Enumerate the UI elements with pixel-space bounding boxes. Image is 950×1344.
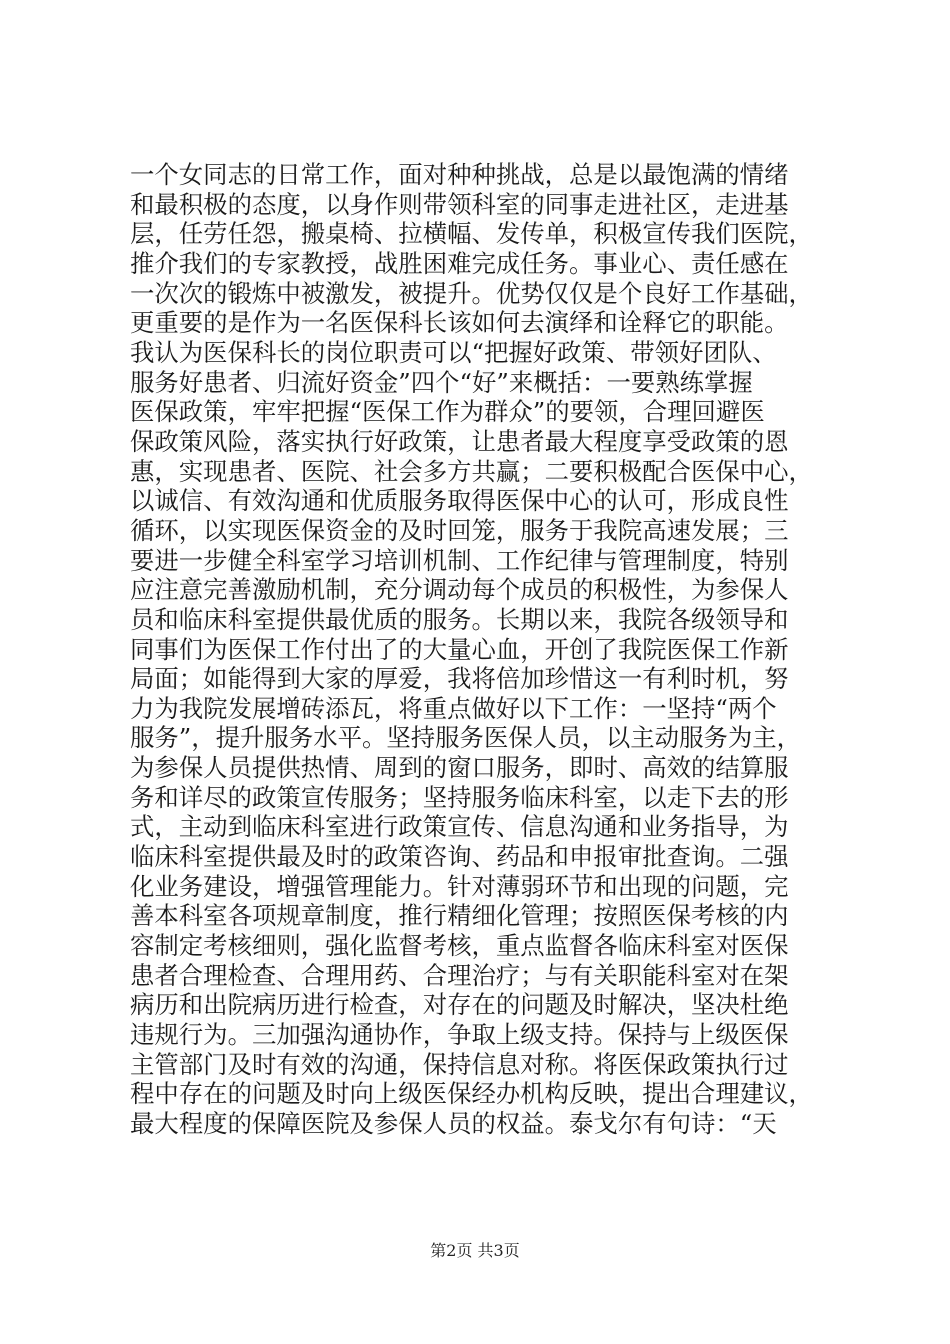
- body-paragraph: 一个女同志的日常工作，面对种种挑战，总是以最饱满的情绪 和最积极的态度，以身作则带领科室的同事走进社区，走进基 层，任劳任怨，搬桌椅、拉横幅、发传单，积极宣传我们医院， 推介我们的专家教授，战胜困难完成任务。事业心、责任感在 一次次的锻炼中被激发，被提升。优势仅仅是个良好工作基础， 更重要的是作为一名医保科长该如何去演绎和诠释它的职能。 我认为医保科长的岗位职责可以“把握好政策、带领好团队、 服务好患者、归流好资金”四个“好”来概括：一要熟练掌握 医保政策，牢牢把握“医保工作为群众”的要领，合理回避医 保政策风险，落实执行好政策，让患者最大程度享受政策的恩 惠，实现患者、医院、社会多方共赢；二要积极配合医保中心， 以诚信、有效沟通和优质服务取得医保中心的认可，形成良性 循环，以实现医保资金的及时回笼，服务于我院高速发展；三 要进一步健全科室学习培训机制、工作纪律与管理制度，特别 应注意完善激励机制，充分调动每个成员的积极性，为参保人 员和临床科室提供最优质的服务。长期以来，我院各级领导和 同事们为医保工作付出了的大量心血，开创了我院医保工作新 局面；如能得到大家的厚爱，我将倍加珍惜这一有利时机，努 力为我院发展增砖添瓦，将重点做好以下工作：一坚持“两个 服务”，提升服务水平。坚持服务医保人员，以主动服务为主， 为参保人员提供热情、周到的窗口服务，即时、高效的结算服 务和详尽的政策宣传服务；坚持服务临床科室，以走下去的形 式，主动到临床科室进行政策宣传、信息沟通和业务指导，为 临床科室提供最及时的政策咨询、药品和申报审批查询。二强 化业务建设，增强管理能力。针对薄弱环节和出现的问题，完 善本科室各项规章制度，推行精细化管理；按照医保考核的内 容制定考核细则，强化监督考核，重点监督各临床科室对医保 患者合理检查、合理用药、合理治疗；与有关职能科室对在架 病历和出院病历进行检查，对存在的问题及时解决，坚决杜绝 违规行为。三加强沟通协作，争取上级支持。保持与上级医保 主管部门及时有效的沟通，保持信息对称。将医保政策执行过 程中存在的问题及时向上级医保经办机构反映，提出合理建议， 最大程度的保障医院及参保人员的权益。泰戈尔有句诗：“天: [130, 160, 813, 1138]
- page-footer: 第2页 共3页: [430, 1241, 520, 1260]
